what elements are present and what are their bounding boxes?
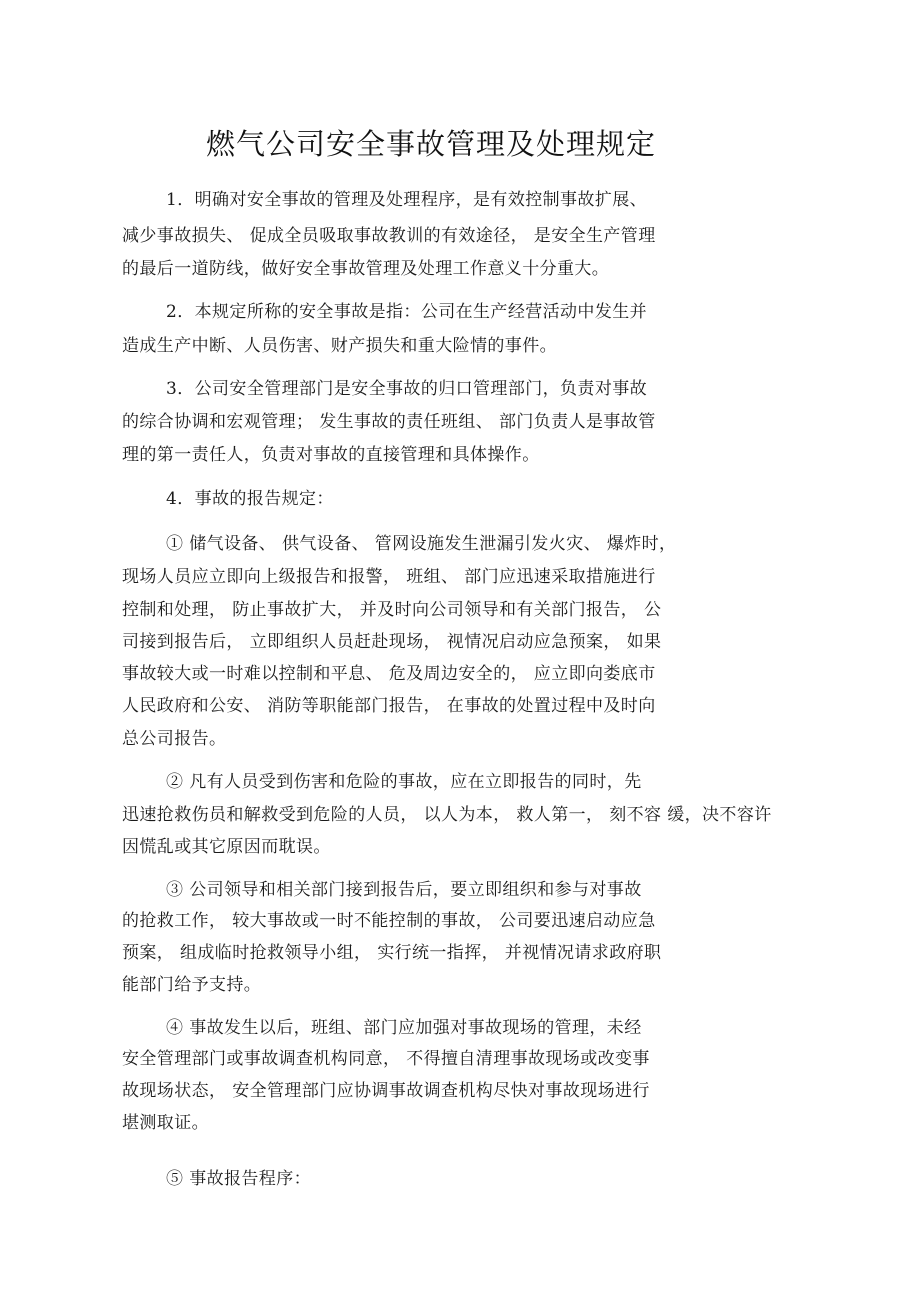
item-2-line-2: 迅速抢救伤员和解救受到危险的人员， 以人为本， 救人第一， 刻不容 缓，决不容许 [122, 805, 772, 825]
item-4-line-2: 安全管理部门或事故调查机构同意， 不得擅自清理事故现场或改变事 [122, 1049, 650, 1069]
item-1-line-2: 现场人员应立即向上级报告和报警， 班组、 部门应迅速采取措施进行 [122, 567, 656, 587]
item-1-line-6: 人民政府和公安、 消防等职能部门报告， 在事故的处置过程中及时向 [122, 696, 656, 716]
paragraph-3-line-3: 理的第一责任人，负责对事故的直接管理和具体操作。 [122, 445, 540, 465]
item-5-line-1: ⑤ 事故报告程序： [166, 1169, 312, 1189]
item-4-line-3: 故现场状态， 安全管理部门应协调事故调查机构尽快对事故现场进行 [122, 1081, 650, 1101]
item-1-line-7: 总公司报告。 [122, 729, 227, 749]
item-3-line-1: ③ 公司领导和相关部门接到报告后，要立即组织和参与对事故 [166, 880, 642, 900]
item-4-line-4: 堪测取证。 [122, 1113, 209, 1133]
paragraph-1-line-3: 的最后一道防线，做好安全事故管理及处理工作意义十分重大。 [122, 259, 610, 279]
item-1-line-1: ① 储气设备、 供气设备、 管网设施发生泄漏引发火灾、 爆炸时， [166, 534, 677, 554]
paragraph-4-line-1: 4．事故的报告规定： [166, 489, 334, 509]
item-2-line-3: 因慌乱或其它原因而耽误。 [122, 837, 331, 857]
item-3-line-4: 能部门给予支持。 [122, 975, 262, 995]
paragraph-3-line-2: 的综合协调和宏观管理； 发生事故的责任班组、 部门负责人是事故管 [122, 412, 656, 432]
item-1-line-3: 控制和处理， 防止事故扩大， 并及时向公司领导和有关部门报告， 公 [122, 600, 662, 620]
document-title: 燃气公司安全事故管理及处理规定 [205, 127, 656, 161]
item-3-line-3: 预案， 组成临时抢救领导小组， 实行统一指挥， 并视情况请求政府职 [122, 943, 662, 963]
paragraph-1-line-2: 减少事故损失、 促成全员吸取事故教训的有效途径， 是安全生产管理 [122, 226, 656, 246]
item-1-line-4: 司接到报告后， 立即组织人员赶赴现场， 视情况启动应急预案， 如果 [122, 632, 662, 652]
item-1-line-5: 事故较大或一时难以控制和平息、 危及周边安全的， 应立即向娄底市 [122, 664, 656, 684]
paragraph-2-line-2: 造成生产中断、人员伤害、财产损失和重大险情的事件。 [122, 336, 557, 356]
paragraph-1-line-1: 1．明确对安全事故的管理及处理程序，是有效控制事故扩展、 [166, 190, 648, 210]
item-4-line-1: ④ 事故发生以后，班组、部门应加强对事故现场的管理，未经 [166, 1018, 642, 1038]
paragraph-2-line-1: 2．本规定所称的安全事故是指：公司在生产经营活动中发生并 [166, 302, 648, 322]
paragraph-3-line-1: 3．公司安全管理部门是安全事故的归口管理部门，负责对事故 [166, 379, 648, 399]
item-2-line-1: ② 凡有人员受到伤害和危险的事故，应在立即报告的同时，先 [166, 772, 642, 792]
item-3-line-2: 的抢救工作， 较大事故或一时不能控制的事故， 公司要迅速启动应急 [122, 911, 656, 931]
